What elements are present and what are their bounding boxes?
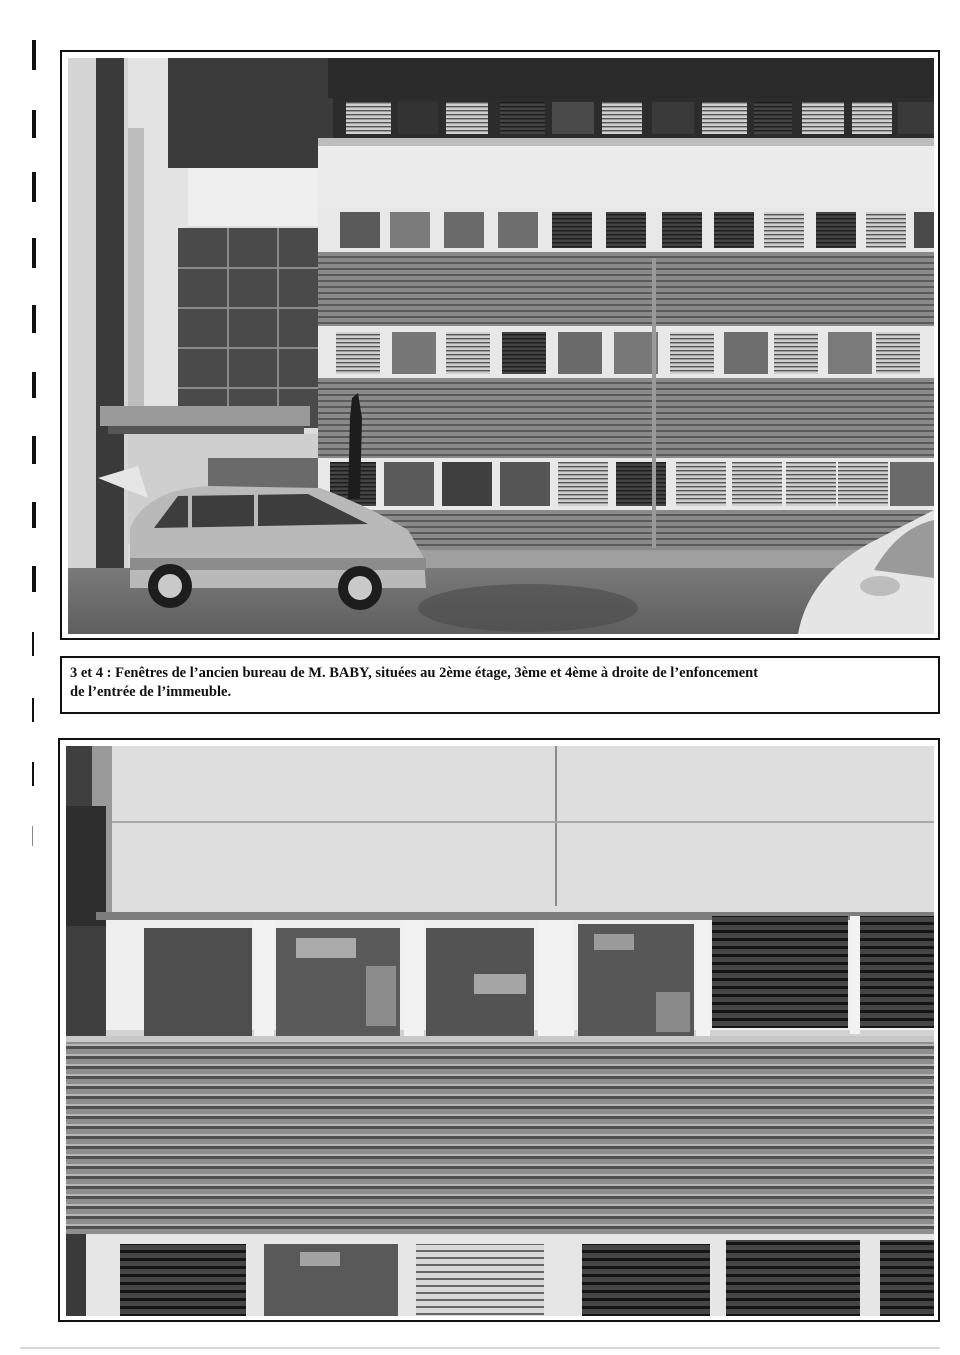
- facade-photo-image: [68, 58, 934, 634]
- binding-mark: [32, 238, 36, 268]
- binding-mark: [32, 436, 36, 464]
- photo-caption: [60, 656, 940, 714]
- binding-mark: [32, 305, 36, 333]
- binding-mark: [32, 632, 34, 656]
- photo-building-facade: [60, 50, 940, 640]
- binding-mark: [32, 40, 36, 70]
- binding-mark: [32, 566, 36, 592]
- page-bottom-rule: [20, 1347, 940, 1349]
- caption-line-2: de l’entrée de l’immeuble.: [70, 684, 232, 700]
- binding-mark: [32, 826, 33, 846]
- binding-mark: [32, 502, 36, 528]
- binding-mark: [32, 110, 36, 138]
- binding-mark: [32, 762, 34, 786]
- binding-mark: [32, 172, 36, 202]
- binding-mark: [32, 372, 36, 398]
- windows-photo-image: [66, 746, 934, 1316]
- binding-mark: [32, 698, 34, 722]
- photo-windows-closeup: [58, 738, 940, 1322]
- caption-line-1: 3 et 4 : Fenêtres de l’ancien bureau de M. BABY, situées au 2ème étage, 3ème et 4ème à droite de l’enfoncement: [70, 665, 759, 681]
